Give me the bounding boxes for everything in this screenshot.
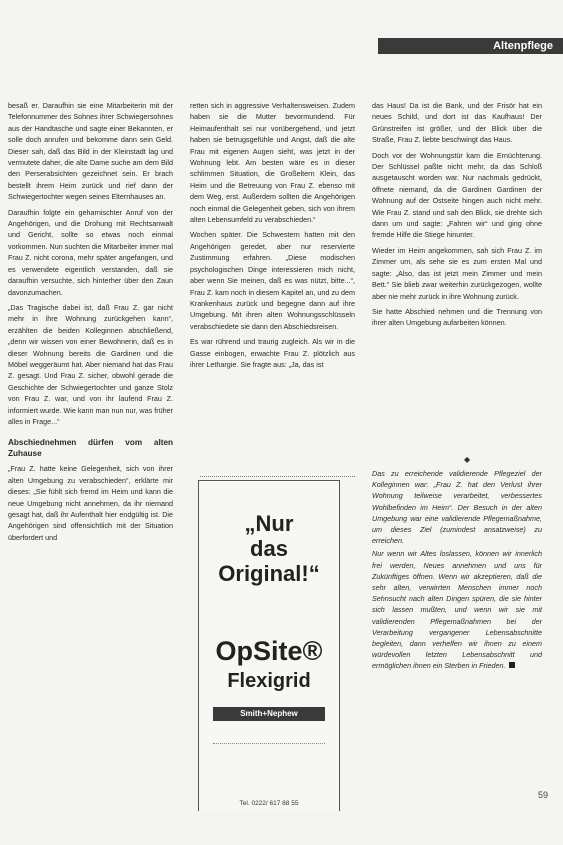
subheading: Abschiednehmen dürfen vom alten Zuhause	[8, 438, 173, 459]
paragraph: Sie hatte Abschied nehmen und die Trennung von ihrer alten Umgebung aufarbeiten können.	[372, 306, 542, 328]
summary-text: Nur wenn wir Altes loslassen, können wir innerlich frei werden, Neues annehmen und uns für Zukünftiges öffnen. Wenn wir akzeptieren, daß die sehr alten, verwirrten Menschen immer noch Sehnsucht nach alten Dingen spüren, die sie hinter sich lassen mußten, und wenn wir sie mit validierenden Pflegemaßnahmen bei der Verarbeitung vergangener Lebensabschnitte begleiten, dann verhelfen wir ihnen zu einem würdevollen letzten Lebensabschnitt und ermöglichen ihnen ein Sterben in Frieden.	[372, 549, 542, 671]
advertisement	[198, 480, 340, 811]
article-column-3	[372, 100, 542, 445]
ad-company-logo: Smith+Nephew	[213, 707, 325, 721]
ad-cut-line	[200, 472, 355, 477]
ad-brand-name: OpSite®	[215, 636, 323, 666]
paragraph: „Das Tragische dabei ist, daß Frau Z. gar nicht mehr in ihre Wohnung zurückgehen kann“, erzählten die beiden Kolleginnen abschließend, „denn wir wissen von einer Bewohnerin, daß es in dieser Wohnung bereits die Gardinen und die Möbel weggeräumt hat. Aber niemand hat das Frau Z. gesagt. Und Frau Z. sicher, obwohl gerade die Geschichte der Schwiegertochter und ganze Stolz von Frau Z. war, und von ihr laufend Frau Z. informiert wurde. Wie kann man nun nur, was früher alles in Frage...“	[8, 302, 173, 426]
ad-product-name: Flexigrid	[227, 670, 311, 692]
ad-slogan	[199, 511, 339, 586]
paragraph: Es war rührend und traurig zugleich. Als wir in die Gasse einbogen, erwachte Frau Z. plötzlich aus ihrer Lethargie. Sie fragte aus: „Ja, das ist	[190, 337, 355, 369]
article-column-2	[190, 100, 355, 460]
paragraph: das Haus! Da ist die Bank, und der Frisör hat ein neues Schild, und dort ist das Kaufhaus! Der Grünstreifen ist größer, und der Blick über die Straße, Frau Z. liebte beschwingt das Haus.	[372, 101, 542, 145]
end-mark-icon	[509, 662, 515, 668]
summary-box	[372, 468, 542, 788]
paragraph: Wieder im Heim angekommen, sah sich Frau Z. im Zimmer um, als sehe sie es zum ersten Mal und sagte: „Also, das ist jetzt mein Zimmer und mein Bett.“ Sie blieb zwar weiterhin zurückgezogen, wollte aber nie mehr zurück in ihre Wohnung zurück.	[372, 245, 542, 301]
section-title: Altenpflege	[493, 40, 553, 52]
page-number: 59	[538, 790, 549, 800]
summary-paragraph	[372, 548, 542, 671]
article-column-1	[8, 100, 173, 845]
ad-slogan-line: das	[250, 536, 288, 561]
paragraph: Wochen später. Die Schwestern hatten mit den Angehörigen geredet, aber nur reservierte Zustimmung erfahren. „Diese modischen psychologischen Dinge interessieren mich nicht, aber wenn Sie meinen, daß es was nützt, bitte...“, Frau Z. kam noch in diesem Kapitel an, und zu dem Krankenhaus zurück und begegne dann auf ihre Umgebung. Mit ihren alten Wohnungsschlüsseln verabschiedete sie dann den Abschiedsreisen.	[190, 230, 355, 331]
ad-slogan-line: „Nur	[244, 511, 294, 536]
ad-divider	[213, 743, 325, 744]
summary-paragraph: Das zu erreichende validierende Pflegeziel der Kolleginnen war: „Frau Z. hat den Verlust ihrer Wohnung teilweise verarbeitet, verbessertes Wohlbefinden im Heim“. Der Besuch in der alten Umgebung war eine validierende Pflegemaßnahme, um dieses Ziel (zumindest ansatzweise) zu erreichen.	[372, 469, 542, 546]
paragraph: Daraufhin folgte ein geharnischter Anruf von der Angehörigen, und die Drohung mit Rechtsanwalt und Gericht, sollte so etwas noch einmal vorkommen. Nun suchten die Mitarbeiter immer mal Frau Z. nicht corona, mehr später angefangen, und es verwendete eigentlich verstanden, daß sie daraufhin versuchte, sich hinterher über den Zaun davonzumachen.	[8, 207, 173, 297]
diamond-ornament-icon: ◆	[464, 455, 471, 464]
paragraph: Doch vor der Wohnungstür kam die Ernüchterung. Der Schlüssel paßte nicht mehr, da das Schloß ausgetauscht worden war. Nur nachmals gedrückt, öffnete niemand, da die Gardinen Gardinen der Wohnung auf der Ostseite hingen auch nicht mehr. Wie Frau Z. stand und sah den Blick, sie drehte sich dann um und sagte: „Fahren wir“ und ging ohne fremde Hilfe die Stiege hinunter.	[372, 150, 542, 240]
paragraph: besaß er. Daraufhin sie eine Mitarbeiterin mit der Telefonnummer des Sohnes ihrer Schwiegersohnes aus der Handtasche und sagte einer Bekannten, er solle doch anrufen und bekomme dann sein Geld. Dieser sah, daß das Bild in der Kleinstadt lag und vermutete daher, die alte Dame suche am dem Bild den Perserabsichten gezeichnet sein. Er brach bestellt ihrem Heim zurück und rief dann der Schwiegertochter wegen seines Elternhauses an.	[8, 101, 173, 202]
ad-phone-number: Tel. 0222/ 617 88 55	[239, 800, 299, 807]
paragraph: „Frau Z. hatte keine Gelegenheit, sich von ihrer alten Umgebung zu verabschieden“, erklärte mir dieses: „Sie fühlt sich fremd im Heim und kann die neue Umgebung nicht annehmen, da ihr niemand gesagt hat, daß ihr Aufenthalt hier endgültig ist. Die Angehörigen sind offensichtlich mit der Situation überfordert und	[8, 464, 173, 542]
ad-slogan-line: Original!“	[218, 561, 320, 586]
paragraph: retten sich in aggressive Verhaltensweisen. Zudem haben sie die Mutter bevormundend. Für Heimaufenthalt sei nur vorübergehend, und jetzt haben sie betrugsgefühle und Angst, daß die alte Frau mit eigenen Augen sieht, was jetzt in der Wohnung lebt. Am besten wäre es in dieser schlimmen Situation, die Großeltern Klein, das Heim und die Betreuung von Frau Z. ebenso mit dem Weg, erst. Außerdem sollten die Angehörigen noch einmal die Gelegenheit geben, sich von ihrem alten Lebensumfeld zu verabschieden.“	[190, 101, 355, 225]
section-header-bar	[378, 38, 563, 54]
